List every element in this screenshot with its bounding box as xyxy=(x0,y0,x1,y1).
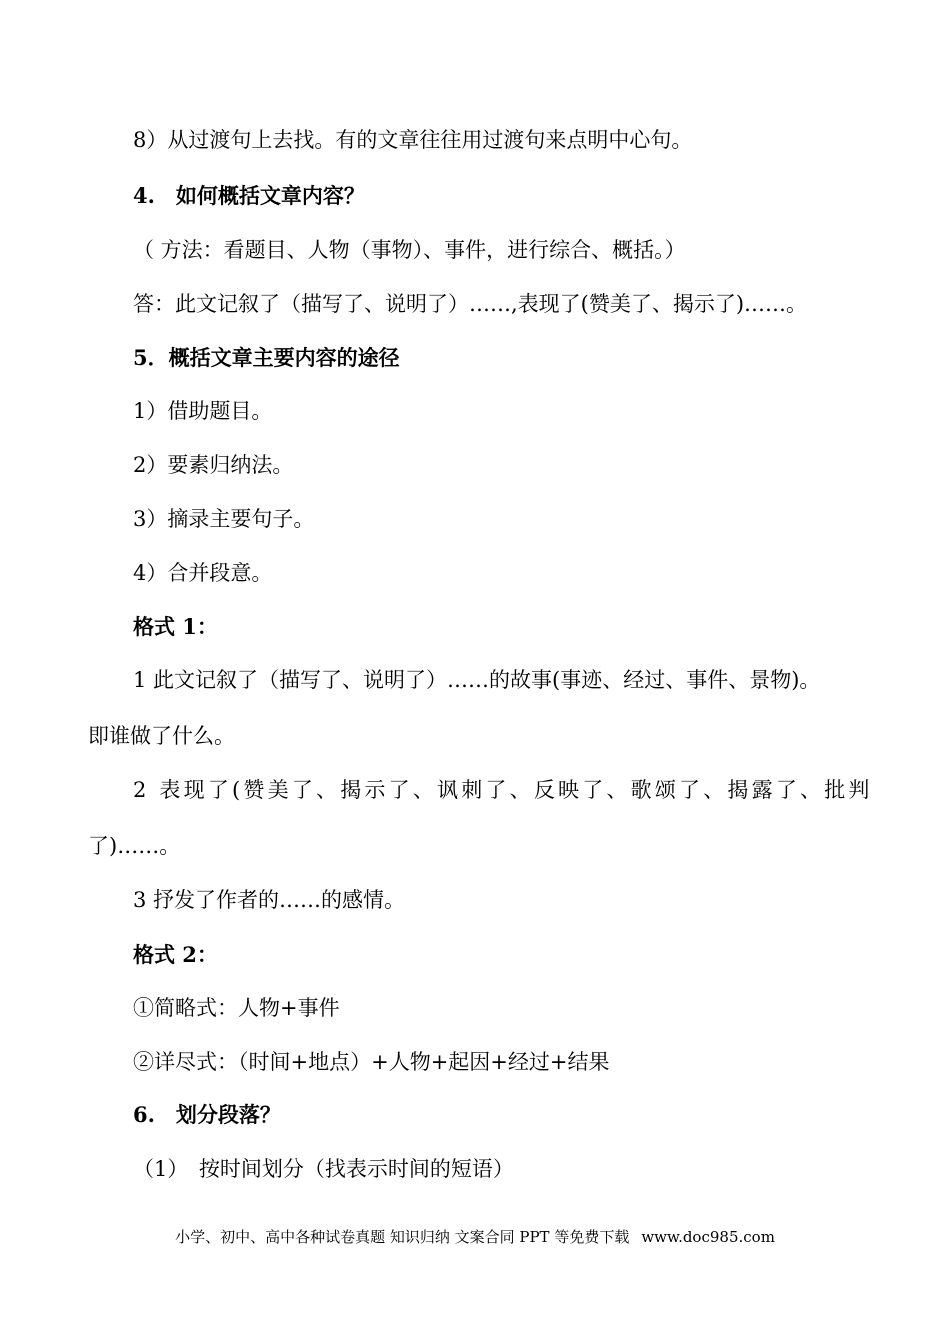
list-item-excerpt: 3）摘录主要句子。 xyxy=(133,507,315,531)
list-item-elements: 2）要素归纳法。 xyxy=(133,453,294,477)
footer-text: 小学、初中、高中各种试卷真题 知识归纳 文案合同 PPT 等免费下载 xyxy=(175,1228,630,1246)
paragraph-answer-template: 答：此文记叙了（描写了、说明了）……,表现了(赞美了、揭示了)……。 xyxy=(133,292,808,316)
heading-summary-approaches: 5．概括文章主要内容的途径 xyxy=(133,345,400,370)
format1-item-1: 1 此文记叙了（描写了、说明了）……的故事(事迹、经过、事件、景物)。 xyxy=(133,668,821,692)
format1-item-2: 2 表现了(赞美了、揭示了、讽刺了、反映了、歌颂了、揭露了、批判 xyxy=(133,778,873,802)
format1-item-1-continued: 即谁做了什么。 xyxy=(88,724,235,748)
format1-item-3: 3 抒发了作者的……的感情。 xyxy=(133,888,406,912)
heading-format-2: 格式 2： xyxy=(133,942,218,967)
footer-url: www.doc985.com xyxy=(641,1228,775,1246)
divide-by-time: （1） 按时间划分（找表示时间的短语） xyxy=(133,1157,514,1181)
format2-detailed: ②详尽式：（时间+地点）+人物+起因+经过+结果 xyxy=(133,1050,610,1074)
format2-brief: ①简略式：人物+事件 xyxy=(133,996,340,1020)
heading-divide-paragraphs: 6. 划分段落？ xyxy=(133,1102,281,1127)
paragraph-method: （ 方法：看题目、人物（事物）、事件，进行综合、概括。） xyxy=(133,238,686,262)
page-footer xyxy=(0,1226,950,1248)
list-item-merge: 4）合并段意。 xyxy=(133,561,273,585)
heading-format-1: 格式 1： xyxy=(133,614,218,639)
list-item-title: 1）借助题目。 xyxy=(133,399,273,423)
format1-item-2-continued: 了)……。 xyxy=(88,834,181,858)
paragraph-transition-sentence: 8）从过渡句上去找。有的文章往往用过渡句来点明中心句。 xyxy=(133,128,693,152)
heading-summarize-content: 4. 如何概括文章内容？ xyxy=(133,183,365,208)
